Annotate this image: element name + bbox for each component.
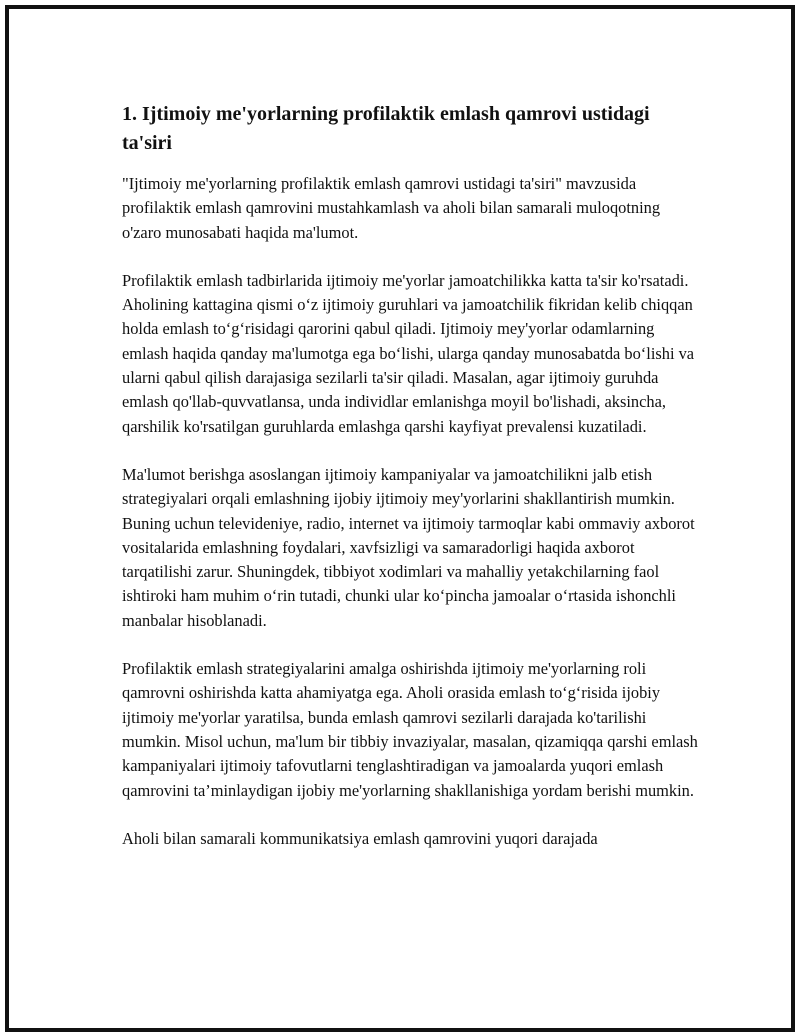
paragraph-communication: Aholi bilan samarali kommunikatsiya emlash qamrovini yuqori darajada: [122, 828, 598, 848]
paragraph-strategies: Profilaktik emlash strategiyalarini amalga oshirishda ijtimoiy me'yorlarning roli qamrovni oshirishda katta ahamiyatga ega. Aholi orasida emlash to‘g‘risida ijobiy ijtimoiy me'yorlar yaratilsa, bunda emlash qamrovi sezilarli darajada ko'tarilishi mumkin. Misol uchun, ma'lum bir tibbiy invaziyalar, masalan, qizamiqqa qarshi emlash kampaniyalari ijtimoiy tafovutlarni tenglashtiradigan va jamoalarda yuqori emlash qamrovini ta’minlaydigan ijobiy me'yorlarning shakllanishiga yordam berishi mumkin.: [122, 659, 698, 800]
paragraph-campaigns: Ma'lumot berishga asoslangan ijtimoiy kampaniyalar va jamoatchilikni jalb etish strategiyalari orqali emlashning ijobiy ijtimoiy mey'yorlarini shakllantirish mumkin. Buning uchun televideniye, radio, internet va ijtimoiy tarmoqlar kabi ommaviy axborot vositalarida emlashning foydalari, xavfsizligi va samaradorligi haqida axborot tarqatilishi zarur. Shuningdek, tibbiyot xodimlari va mahalliy yetakchilarning faol ishtiroki ham muhim o‘rin tutadi, chunki ular ko‘pincha jamoalar o‘rtasida ishonchli manbalar hisoblanadi.: [122, 464, 695, 630]
paragraph-social-norms: Profilaktik emlash tadbirlarida ijtimoiy me'yorlar jamoatchilikka katta ta'sir ko'rsatadi. Aholining kattagina qismi o‘z ijtimoiy guruhlari va jamoatchilik fikridan kelib chiqqan holda emlash to‘g‘risidagi qarorini qabul qiladi. Ijtimoiy mey'yorlar odamlarning emlash haqida qanday ma'lumotga ega bo‘lishi, ularga qanday munosabatda bo‘lishi va ularni qabul qilish darajasiga sezilarli ta'sir qiladi. Masalan, agar ijtimoiy guruhda emlash qo'llab-quvvatlansa, unda individlar emlanishga moyil bo'lishadi, aksincha, qarshilik ko'rsatilgan guruhlarda emlashga qarshi kayfiyat prevalensi kuzatiladi.: [122, 270, 695, 436]
document-body: [122, 100, 702, 875]
paragraph-intro: "Ijtimoiy me'yorlarning profilaktik emlash qamrovi ustidagi ta'siri" mavzusida profilaktik emlash qamrovini mustahkamlash va aholi bilan samarali muloqotning o'zaro munosabati haqida ma'lumot.: [122, 174, 661, 242]
page-frame: [5, 5, 795, 1032]
document-title: 1. Ijtimoiy me'yorlarning profilaktik emlash qamrovi ustidagi ta'siri: [122, 103, 650, 154]
